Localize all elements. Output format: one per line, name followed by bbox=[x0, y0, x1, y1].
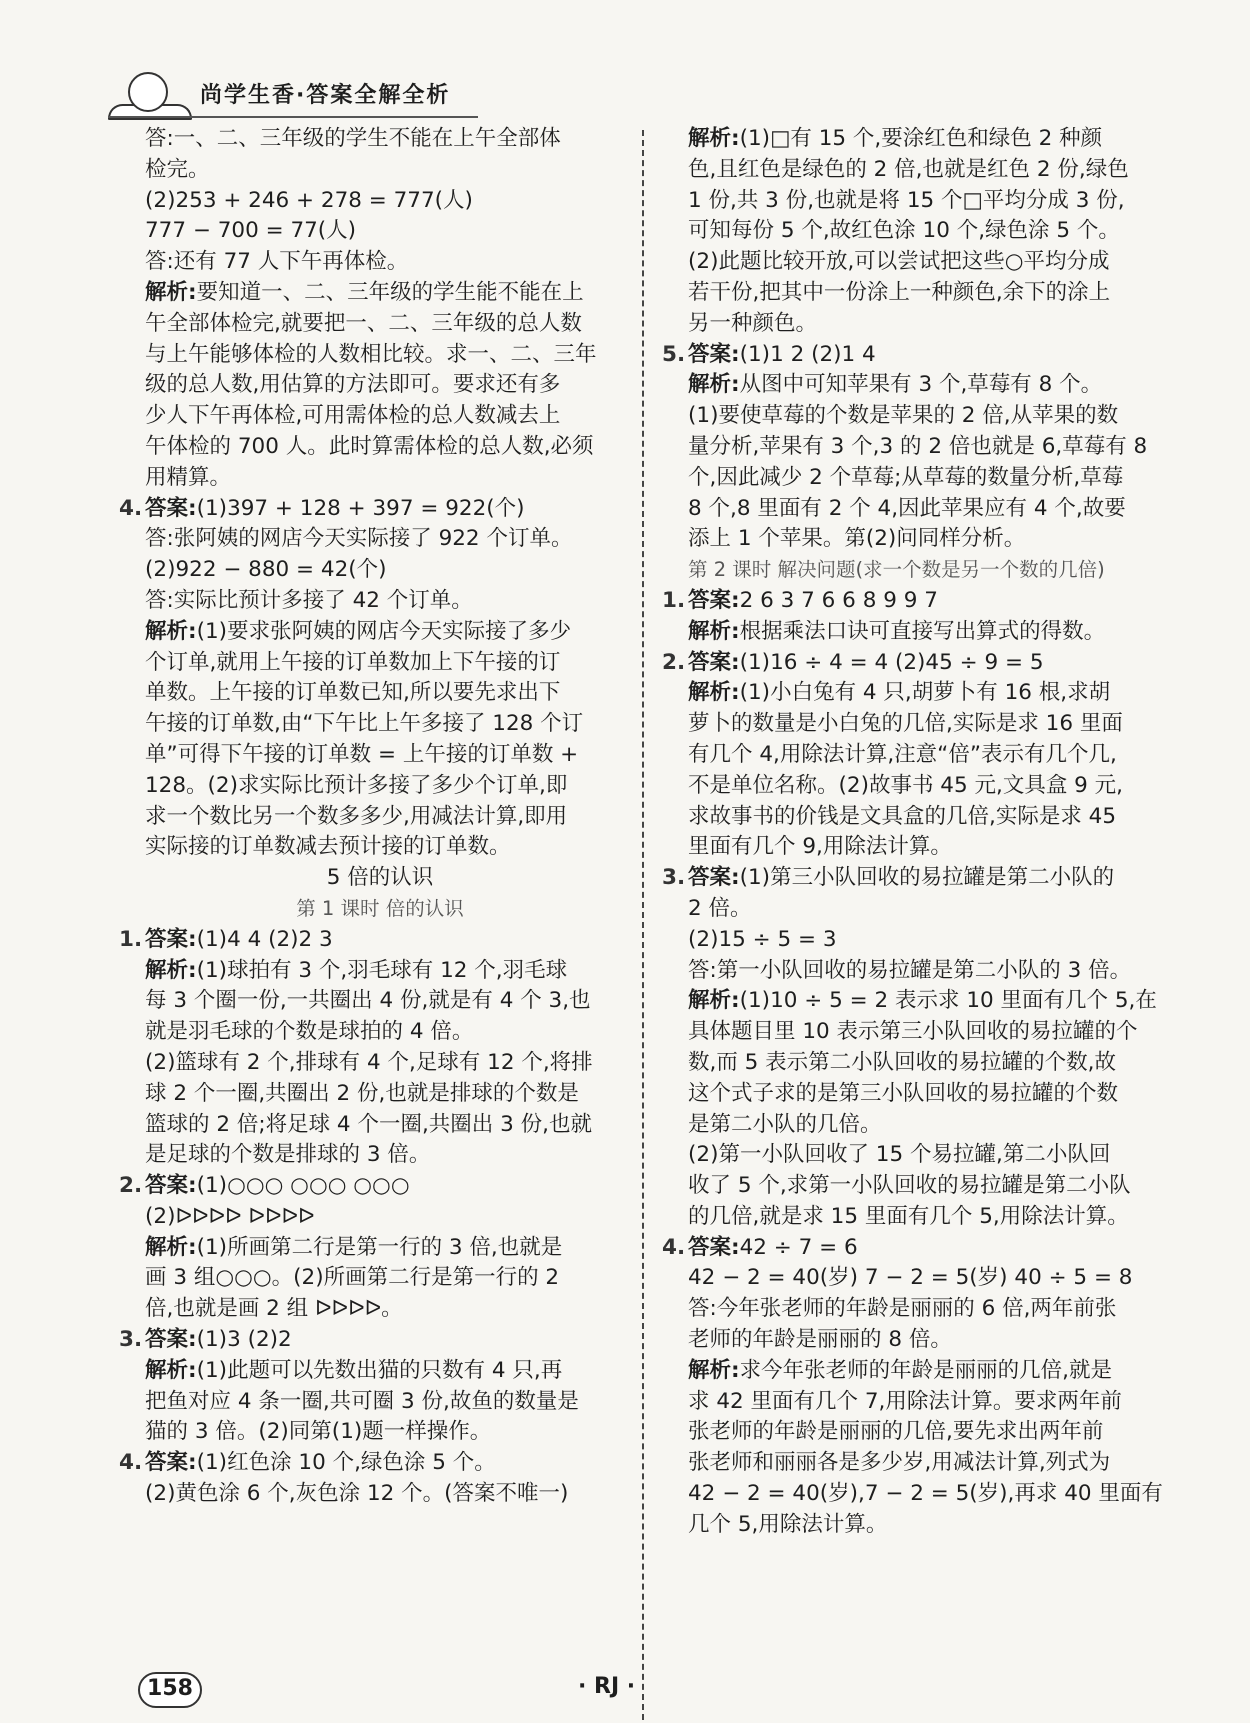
line-text: 数,而 5 表示第二小队回收的易拉罐的个数,故 bbox=[688, 1049, 1117, 1075]
line-text: 量分析,苹果有 3 个,3 的 2 倍也就是 6,草莓有 8 bbox=[688, 433, 1148, 459]
line-text: 每 3 个圈一份,一共圈出 4 份,就是有 4 个 3,也 bbox=[145, 988, 591, 1014]
line-text: 收了 5 个,求第一小队回收的易拉罐是第二小队 bbox=[688, 1173, 1131, 1199]
line-text: 2 6 3 7 6 6 8 9 9 7 bbox=[739, 587, 938, 613]
text-line bbox=[145, 802, 615, 833]
text-line bbox=[688, 1171, 1150, 1202]
text-line bbox=[145, 370, 615, 401]
line-text: 萝卜的数量是小白兔的几倍,实际是求 16 里面 bbox=[688, 711, 1123, 737]
text-line bbox=[688, 155, 1150, 186]
line-text: 8 个,8 里面有 2 个 4,因此苹果应有 4 个,故要 bbox=[688, 495, 1126, 521]
line-text: (1)小白兔有 4 只,胡萝卜有 16 根,求胡 bbox=[739, 680, 1111, 706]
line-text: (1)4 4 (2)2 3 bbox=[196, 926, 333, 952]
answer-label: 答案: bbox=[688, 649, 740, 675]
line-text: 几个 5,用除法计算。 bbox=[688, 1511, 888, 1537]
text-line bbox=[688, 216, 1150, 247]
text-line bbox=[688, 1479, 1163, 1510]
line-text: 检完。 bbox=[145, 156, 210, 182]
text-line bbox=[688, 401, 1150, 432]
header-title: 尚学生香·答案全解全析 bbox=[200, 83, 451, 108]
text-line bbox=[145, 463, 615, 494]
text-line bbox=[688, 1110, 1150, 1141]
line-text: (2)篮球有 2 个,排球有 4 个,足球有 12 个,将排 bbox=[145, 1049, 593, 1075]
question-number: 1. bbox=[662, 587, 686, 613]
line-text: 答:第一小队回收的易拉罐是第二小队的 3 倍。 bbox=[688, 957, 1132, 983]
line-text: 午全部体检完,就要把一、二、三年级的总人数 bbox=[145, 310, 582, 336]
answer-label: 解析: bbox=[145, 279, 197, 305]
text-line bbox=[145, 986, 615, 1017]
line-text: 的几倍,就是求 15 里面有几个 5,用除法计算。 bbox=[688, 1203, 1129, 1229]
text-line bbox=[688, 1387, 1150, 1418]
text-line bbox=[688, 555, 1150, 586]
line-text: (1)16 ÷ 4 = 4 (2)45 ÷ 9 = 5 bbox=[739, 649, 1044, 675]
line-text: 张老师的年龄是丽丽的几倍,要先求出两年前 bbox=[688, 1419, 1104, 1445]
text-line bbox=[145, 432, 615, 463]
line-text: 与上午能够体检的人数相比较。求一、二、三年 bbox=[145, 341, 597, 367]
answer-label: 解析: bbox=[688, 618, 740, 644]
page-header bbox=[108, 70, 528, 116]
line-text: 单”可得下午接的订单数 = 上午接的订单数 + bbox=[145, 741, 579, 767]
text-line bbox=[145, 340, 615, 371]
line-text: 有几个 4,用除法计算,注意“倍”表示有几个几, bbox=[688, 741, 1117, 767]
line-text: (1)10 ÷ 5 = 2 表示求 10 里面有几个 5,在 bbox=[739, 988, 1157, 1014]
text-line bbox=[145, 1048, 615, 1079]
answer-label: 答案: bbox=[145, 926, 197, 952]
text-line bbox=[145, 956, 615, 987]
line-text: 里面有几个 9,用除法计算。 bbox=[688, 834, 952, 860]
text-line bbox=[688, 1510, 1150, 1541]
answer-label: 答案: bbox=[145, 495, 197, 521]
text-line bbox=[688, 709, 1150, 740]
answer-label: 解析: bbox=[145, 1357, 197, 1383]
text-line bbox=[145, 894, 615, 925]
line-text: 单数。上午接的订单数已知,所以要先求出下 bbox=[145, 680, 561, 706]
line-text: 第 2 课时 解决问题(求一个数是另一个数的几倍) bbox=[688, 558, 1105, 582]
line-text: (1)397 + 128 + 397 = 922(个) bbox=[196, 495, 525, 521]
text-line bbox=[145, 1417, 615, 1448]
text-line bbox=[688, 832, 1150, 863]
line-text: 777 − 700 = 77(人) bbox=[145, 218, 357, 244]
line-text: 球 2 个一圈,共圈出 2 份,也就是排球的个数是 bbox=[145, 1080, 579, 1106]
question-number: 2. bbox=[119, 1173, 143, 1199]
question-number: 4. bbox=[119, 1450, 143, 1476]
text-line bbox=[688, 1263, 1150, 1294]
line-text: 级的总人数,用估算的方法即可。要求还有多 bbox=[145, 372, 561, 398]
question-number: 2. bbox=[662, 649, 686, 675]
line-text: 具体题目里 10 表示第三小队回收的易拉罐的个 bbox=[688, 1019, 1138, 1045]
text-line bbox=[688, 370, 1150, 401]
line-text: 用精算。 bbox=[145, 464, 232, 490]
header-underline bbox=[108, 116, 478, 118]
text-line bbox=[662, 1233, 1150, 1264]
line-text: 是足球的个数是排球的 3 倍。 bbox=[145, 1142, 431, 1168]
text-line bbox=[145, 1233, 615, 1264]
text-line bbox=[688, 771, 1150, 802]
text-line bbox=[688, 494, 1150, 525]
line-text: 答:一、二、三年级的学生不能在上午全部体 bbox=[145, 126, 561, 151]
line-text: 答:还有 77 人下午再体检。 bbox=[145, 249, 409, 275]
answer-label: 解析: bbox=[688, 126, 740, 151]
text-line bbox=[145, 155, 615, 186]
line-text: 倍,也就是画 2 组 ᐅᐅᐅᐅ。 bbox=[145, 1296, 403, 1322]
text-line bbox=[688, 309, 1150, 340]
line-text: 张老师和丽丽各是多少岁,用减法计算,列式为 bbox=[688, 1450, 1111, 1476]
question-number: 4. bbox=[119, 495, 143, 521]
text-line bbox=[688, 740, 1150, 771]
question-number: 4. bbox=[662, 1234, 686, 1260]
line-text: (2)第一小队回收了 15 个易拉罐,第二小队回 bbox=[688, 1142, 1111, 1168]
line-text: (1)□有 15 个,要涂红色和绿色 2 种颜 bbox=[739, 126, 1103, 151]
text-line bbox=[145, 186, 615, 217]
line-text: 色,且红色是绿色的 2 倍,也就是红色 2 份,绿色 bbox=[688, 156, 1129, 182]
answer-label: 解析: bbox=[688, 372, 740, 398]
text-line bbox=[688, 1048, 1150, 1079]
text-line bbox=[662, 586, 1150, 617]
line-text: (1)第三小队回收的易拉罐是第二小队的 bbox=[739, 865, 1115, 891]
answer-label: 解析: bbox=[145, 957, 197, 983]
line-text: (1)球拍有 3 个,羽毛球有 12 个,羽毛球 bbox=[196, 957, 568, 983]
left-column bbox=[119, 124, 615, 1510]
right-column bbox=[662, 124, 1163, 1541]
line-text: (2)黄色涂 6 个,灰色涂 12 个。(答案不唯一) bbox=[145, 1481, 569, 1507]
text-line bbox=[688, 1325, 1150, 1356]
answer-label: 解析: bbox=[145, 1234, 197, 1260]
text-line bbox=[145, 124, 615, 155]
answer-label: 答案: bbox=[688, 341, 740, 367]
line-text: (1)○○○ ○○○ ○○○ bbox=[196, 1173, 410, 1199]
text-line bbox=[145, 524, 615, 555]
line-text: 午体检的 700 人。此时算需体检的总人数,必须 bbox=[145, 433, 594, 459]
line-text: 求故事书的价钱是文具盒的几倍,实际是求 45 bbox=[688, 803, 1117, 829]
text-line bbox=[145, 278, 615, 309]
line-text: 要知道一、二、三年级的学生能不能在上 bbox=[196, 279, 584, 305]
line-text: 老师的年龄是丽丽的 8 倍。 bbox=[688, 1327, 952, 1353]
text-line bbox=[145, 1356, 615, 1387]
text-line bbox=[145, 247, 615, 278]
line-text: 少人下午再体检,可用需体检的总人数减去上 bbox=[145, 403, 561, 429]
line-text: 答:张阿姨的网店今天实际接了 922 个订单。 bbox=[145, 526, 573, 552]
answer-label: 解析: bbox=[688, 988, 740, 1014]
line-text: 42 ÷ 7 = 6 bbox=[739, 1234, 858, 1260]
line-text: 42 − 2 = 40(岁) 7 − 2 = 5(岁) 40 ÷ 5 = 8 bbox=[688, 1265, 1133, 1291]
text-line bbox=[145, 832, 615, 863]
line-text: (1)1 2 (2)1 4 bbox=[739, 341, 876, 367]
mascot-reading-icon bbox=[128, 72, 168, 112]
question-number: 3. bbox=[119, 1327, 143, 1353]
text-line bbox=[145, 1140, 615, 1171]
text-line bbox=[688, 432, 1150, 463]
line-text: 实际接的订单数减去预计接的订单数。 bbox=[145, 834, 511, 860]
text-line bbox=[145, 1202, 615, 1233]
line-text: 答:实际比预计多接了 42 个订单。 bbox=[145, 587, 473, 613]
text-line bbox=[119, 1325, 615, 1356]
line-text: 求一个数比另一个数多多少,用减法计算,即用 bbox=[145, 803, 568, 829]
text-line bbox=[145, 617, 615, 648]
text-line bbox=[688, 1294, 1150, 1325]
line-text: 根据乘法口诀可直接写出算式的得数。 bbox=[739, 618, 1106, 644]
line-text: 个,因此减少 2 个草莓;从草莓的数量分析,草莓 bbox=[688, 464, 1124, 490]
text-line bbox=[119, 1448, 615, 1479]
text-line bbox=[688, 986, 1157, 1017]
text-line bbox=[688, 1417, 1150, 1448]
line-text: 另一种颜色。 bbox=[688, 310, 818, 336]
line-text: 可知每份 5 个,故红色涂 10 个,绿色涂 5 个。 bbox=[688, 218, 1120, 244]
text-line bbox=[145, 1387, 615, 1418]
text-line bbox=[145, 678, 615, 709]
line-text: 就是羽毛球的个数是球拍的 4 倍。 bbox=[145, 1019, 474, 1045]
line-text: 5 倍的认识 bbox=[326, 865, 434, 891]
text-line bbox=[688, 247, 1150, 278]
text-line bbox=[145, 586, 615, 617]
text-line bbox=[688, 186, 1150, 217]
answer-label: 解析: bbox=[688, 1357, 740, 1383]
text-line bbox=[119, 925, 615, 956]
line-text: 求 42 里面有几个 7,用除法计算。要求两年前 bbox=[688, 1388, 1122, 1414]
answer-label: 答案: bbox=[688, 1234, 740, 1260]
text-line bbox=[688, 617, 1150, 648]
line-text: (1)3 (2)2 bbox=[196, 1327, 292, 1353]
text-line bbox=[145, 1263, 615, 1294]
line-text: 42 − 2 = 40(岁),7 − 2 = 5(岁),再求 40 里面有 bbox=[688, 1481, 1163, 1507]
text-line bbox=[662, 863, 1150, 894]
text-line bbox=[145, 1110, 615, 1141]
answer-label: 解析: bbox=[688, 680, 740, 706]
line-text: 1 份,共 3 份,也就是将 15 个□平均分成 3 份, bbox=[688, 187, 1125, 213]
line-text: (1)红色涂 10 个,绿色涂 5 个。 bbox=[196, 1450, 496, 1476]
line-text: (2)922 − 880 = 42(个) bbox=[145, 557, 387, 583]
question-number: 5. bbox=[662, 341, 686, 367]
page-number: 158 bbox=[147, 1676, 193, 1701]
text-line bbox=[688, 678, 1150, 709]
edition-mark: · RJ · bbox=[578, 1674, 636, 1699]
page-number-badge bbox=[138, 1672, 202, 1708]
line-text: (2)ᐅᐅᐅᐅ ᐅᐅᐅᐅ bbox=[145, 1203, 315, 1229]
page-footer bbox=[108, 1668, 1148, 1712]
text-line bbox=[688, 1448, 1150, 1479]
text-line bbox=[688, 956, 1150, 987]
text-line bbox=[145, 401, 615, 432]
question-number: 1. bbox=[119, 926, 143, 952]
text-line bbox=[145, 771, 615, 802]
line-text: (1)要使草莓的个数是苹果的 2 倍,从苹果的数 bbox=[688, 403, 1119, 429]
text-line bbox=[688, 894, 1150, 925]
text-line bbox=[662, 648, 1150, 679]
line-text: 求今年张老师的年龄是丽丽的几倍,就是 bbox=[739, 1357, 1112, 1383]
line-text: 添上 1 个苹果。第(2)问同样分析。 bbox=[688, 526, 1026, 552]
text-line bbox=[688, 1079, 1150, 1110]
line-text: (2)253 + 246 + 278 = 777(人) bbox=[145, 187, 473, 213]
text-line bbox=[688, 1017, 1150, 1048]
column-divider bbox=[642, 130, 644, 1720]
answer-label: 答案: bbox=[145, 1173, 197, 1199]
line-text: 把鱼对应 4 条一圈,共可圈 3 份,故鱼的数量是 bbox=[145, 1388, 579, 1414]
line-text: 若干份,把其中一份涂上一种颜色,余下的涂上 bbox=[688, 279, 1111, 305]
line-text: 画 3 组○○○。(2)所画第二行是第一行的 2 bbox=[145, 1265, 560, 1291]
line-text: 这个式子求的是第三小队回收的易拉罐的个数 bbox=[688, 1080, 1119, 1106]
text-line bbox=[119, 1171, 615, 1202]
text-line bbox=[145, 309, 615, 340]
text-line bbox=[145, 709, 615, 740]
line-text: 答:今年张老师的年龄是丽丽的 6 倍,两年前张 bbox=[688, 1296, 1117, 1322]
text-line bbox=[688, 124, 1150, 155]
text-line bbox=[688, 1356, 1150, 1387]
line-text: 不是单位名称。(2)故事书 45 元,文具盒 9 元, bbox=[688, 772, 1123, 798]
line-text: (2)15 ÷ 5 = 3 bbox=[688, 926, 837, 952]
text-line bbox=[145, 740, 615, 771]
answer-label: 解析: bbox=[145, 618, 197, 644]
answer-label: 答案: bbox=[688, 865, 740, 891]
text-line bbox=[145, 1479, 615, 1510]
text-line bbox=[688, 278, 1150, 309]
text-line bbox=[688, 1140, 1150, 1171]
line-text: 从图中可知苹果有 3 个,草莓有 8 个。 bbox=[739, 372, 1103, 398]
text-line bbox=[688, 802, 1150, 833]
line-text: 2 倍。 bbox=[688, 895, 752, 921]
line-text: 午接的订单数,由“下午比上午多接了 128 个订 bbox=[145, 711, 584, 737]
text-line bbox=[145, 216, 615, 247]
answer-label: 答案: bbox=[688, 587, 740, 613]
text-line bbox=[145, 555, 615, 586]
text-line bbox=[145, 1079, 615, 1110]
text-line bbox=[145, 648, 615, 679]
line-text: 个订单,就用上午接的订单数加上下午接的订 bbox=[145, 649, 561, 675]
text-line bbox=[145, 1017, 615, 1048]
text-line bbox=[119, 494, 615, 525]
text-line bbox=[688, 463, 1150, 494]
answer-label: 答案: bbox=[145, 1327, 197, 1353]
answer-label: 答案: bbox=[145, 1450, 197, 1476]
text-line bbox=[662, 340, 1150, 371]
text-line bbox=[145, 863, 615, 894]
question-number: 3. bbox=[662, 865, 686, 891]
line-text: 篮球的 2 倍;将足球 4 个一圈,共圈出 3 份,也就 bbox=[145, 1111, 592, 1137]
line-text: 128。(2)求实际比预计多接了多少个订单,即 bbox=[145, 772, 568, 798]
text-line bbox=[688, 524, 1150, 555]
line-text: 第 1 课时 倍的认识 bbox=[296, 896, 464, 920]
text-line bbox=[688, 925, 1150, 956]
line-text: (1)所画第二行是第一行的 3 倍,也就是 bbox=[196, 1234, 563, 1260]
line-text: (1)此题可以先数出猫的只数有 4 只,再 bbox=[196, 1357, 563, 1383]
line-text: (1)要求张阿姨的网店今天实际接了多少 bbox=[196, 618, 572, 644]
line-text: 猫的 3 倍。(2)同第(1)题一样操作。 bbox=[145, 1419, 492, 1445]
line-text: 是第二小队的几倍。 bbox=[688, 1111, 882, 1137]
text-line bbox=[145, 1294, 615, 1325]
text-line bbox=[688, 1202, 1150, 1233]
line-text: (2)此题比较开放,可以尝试把这些○平均分成 bbox=[688, 249, 1110, 275]
